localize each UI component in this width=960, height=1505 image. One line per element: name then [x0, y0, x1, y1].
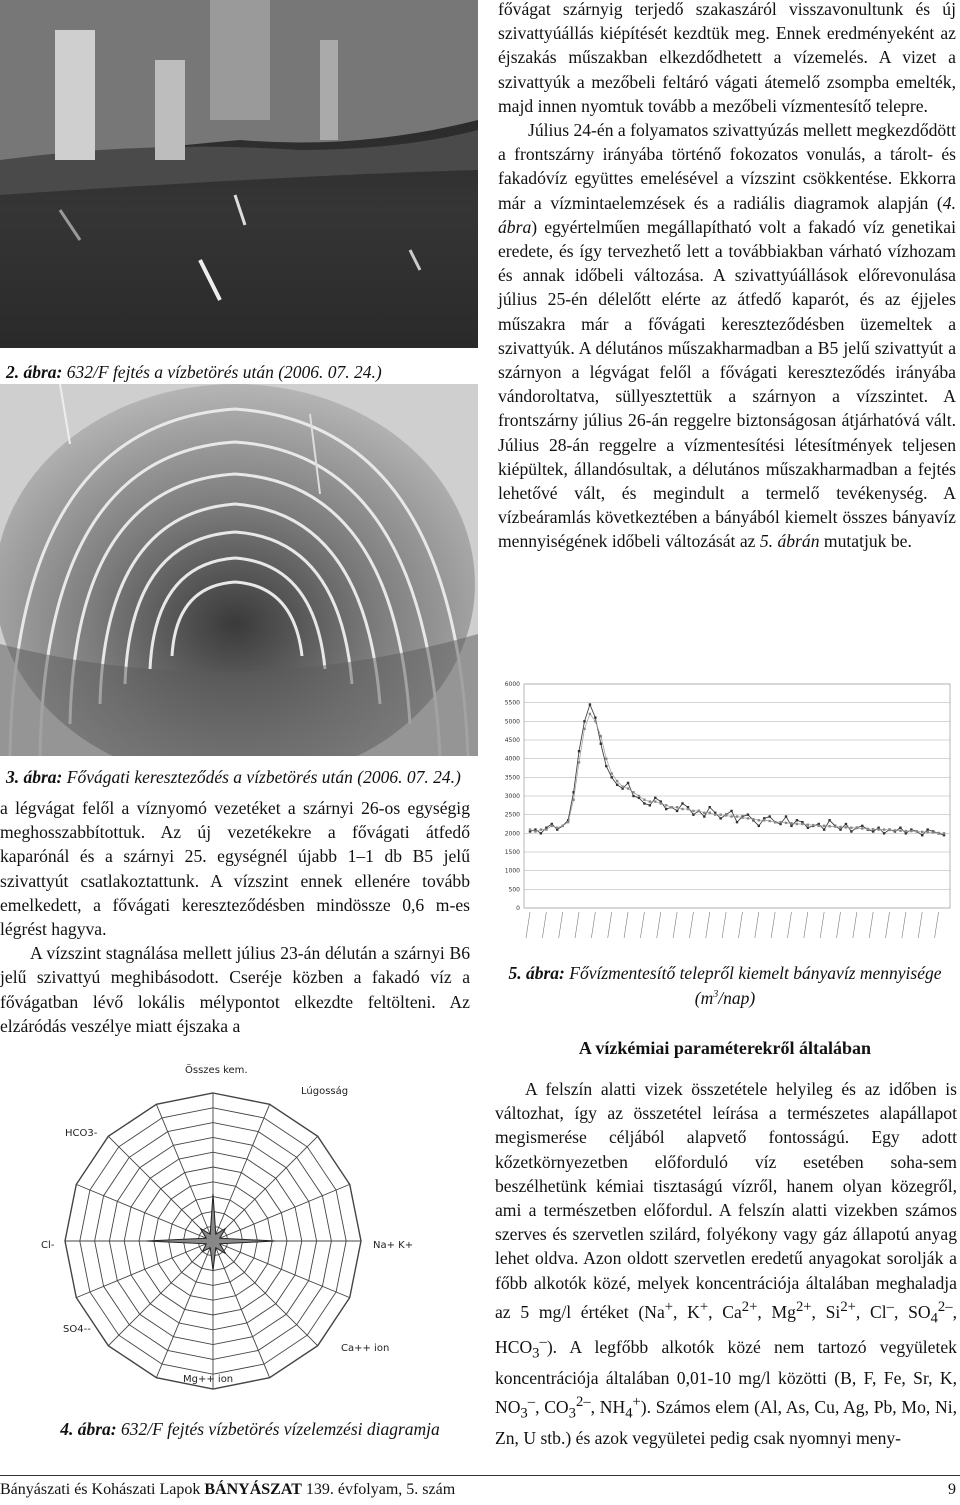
x-tick-mark [608, 912, 612, 938]
data-point [899, 830, 901, 832]
data-point [774, 821, 776, 823]
data-point [796, 819, 798, 821]
data-point [719, 817, 721, 819]
data-point [643, 802, 645, 804]
data-point [600, 743, 602, 745]
footer-rule [0, 1475, 960, 1476]
figure-3-caption [6, 766, 476, 788]
data-point [926, 828, 928, 830]
y-tick-label: 2500 [504, 811, 520, 819]
data-point [741, 816, 743, 818]
section-text [495, 1077, 957, 1450]
data-point [589, 713, 591, 715]
data-point [567, 821, 569, 823]
data-point [790, 822, 792, 824]
axis-label: Ca++ ion [341, 1343, 390, 1354]
grid-spoke [76, 1241, 213, 1298]
data-point [709, 812, 711, 814]
paragraph: A felszín alatti vizek összetétele helyileg és az időben is változhat, így az összetétel leírása a természetes alapállapot megismerése céljából alapvető fontosságú. Egy adott kőzetkörnyezetben előforduló víz esetében soha-sem beszélhetünk kémiai tisztaságú vízről, hanem olyan közegről, ami a természetben előfordul. A felszín alatti vizekben számos szerves és szervetlen szilárd, folyékony vagy gáz állapotú anyag lehet oldva. Azon oldott szervetlen eredetű anyagokat sorolják a főbb alkotók közé, melyek koncentrációja általában meghaladja az 5 mg/l értéket (Na+, K+, $Ca^{2+}$, $Mg^{2+}$, $Si^{2+}$, Cl–, $SO_4^{2-}$, $HCO_3^-$). A legfőbb alkotók közé nem tartozó vegyületek koncentrációja általában 0,01-10 mg/l közötti (B, F, Fe, Sr, K, $NO_3^-$, $CO_3^{2-}$, $NH_4^+$). Számos elem (Al, As, Cu, Ag, Pb, Mo, Ni, Zn, U stb.) és azok vegyületei pedig csak nyomnyi meny- [495, 1079, 957, 1448]
section-heading: A vízkémiai paraméterekről általában [578, 1038, 872, 1058]
data-point [850, 830, 852, 832]
data-point [768, 815, 770, 817]
x-tick-mark [787, 912, 791, 938]
data-point [611, 776, 613, 778]
photo-gallery-crossing [0, 384, 478, 756]
figure-4-caption [30, 1418, 470, 1440]
data-point [665, 808, 667, 810]
paragraph: Július 24-én a folyamatos szivattyúzás mellett megkezdődött a frontszárny irányába történő fokozatos vonulás, a tárolt- és fakadóvíz együttes emelésével a vízszint csökkentése. Ekkorra már a vízmintaelemzések és a radiális diagramok alapján (4. ábra) egyértelműen megállapítható volt a fakadó víz genetikai eredete, és így tervezhető lett a továbbiakban várható vízhozam és annak időbeli változása. A szivattyúállások előrevonulása július 25-én délelőtt elérte az átfedő kaparót, és az éjjeles műszakra már a fővágati kereszteződésben üzemeltek a szivattyúk. A délutános műszakharmadban a B5 jelű szivattyút a szárnyon a légvágat felől a fővágati kereszteződés irányába vándoroltatva, süllyesztettük a szárnyon a vízszintet. A frontszárny július 26-án reggelre biztonságosan átjárhatóvá vált. Július 28-án reggelre a vízmentesítési létesítmények teljesen kiépültek, állandósultak, a délutános műszakharmadban a fejtés lehetővé vált, és megindult a termelő tevékenység. A vízbeáramlás következtében a bányából kiemelt összes bányavíz mennyiségének időbeli változását az 5. ábrán mutatjuk be. [498, 120, 957, 552]
data-point [921, 831, 923, 833]
data-point [730, 810, 732, 812]
grid-spoke [76, 1184, 213, 1241]
data-point [578, 750, 580, 752]
right-column-text [498, 0, 956, 554]
data-point [883, 832, 885, 834]
data-point [627, 787, 629, 789]
data-point [709, 806, 711, 808]
data-point [850, 827, 852, 829]
data-point [828, 825, 830, 827]
data-point [605, 757, 607, 759]
figure-5-caption [492, 962, 958, 1009]
data-point [621, 785, 623, 787]
left-column-text [0, 796, 470, 1038]
data-point [812, 824, 814, 826]
x-tick-mark [935, 912, 939, 938]
data-point [600, 735, 602, 737]
data-point [616, 780, 618, 782]
grid-spoke [156, 1104, 213, 1241]
data-point [665, 804, 667, 806]
x-tick-mark [837, 912, 841, 938]
data-point [632, 791, 634, 793]
data-point [583, 728, 585, 730]
data-point [540, 828, 542, 830]
axis-label: Összes kem. [185, 1065, 248, 1076]
y-tick-label: 3000 [504, 793, 520, 800]
data-point [894, 829, 896, 831]
data-point [611, 772, 613, 774]
grid-spoke [108, 1136, 213, 1241]
data-point [905, 830, 907, 832]
footer-publication: Bányászati és Kohászati Lapok BÁNYÁSZAT 139. évfolyam, 5. szám [0, 1481, 456, 1498]
axis-label: SO4-- [63, 1324, 91, 1335]
data-point [752, 818, 754, 820]
grid-spoke [213, 1241, 270, 1378]
data-point [670, 806, 672, 808]
figure-5-label: 5. ábra: [508, 963, 565, 983]
water-volume-chart [492, 676, 958, 954]
data-point [943, 832, 945, 834]
data-point [916, 830, 918, 832]
photo-flooded-face [0, 0, 478, 348]
data-point [736, 815, 738, 817]
data-point [638, 795, 640, 797]
data-point [867, 828, 869, 830]
data-point [834, 825, 836, 827]
data-point [926, 831, 928, 833]
data-point [758, 825, 760, 827]
x-tick-mark [902, 912, 906, 938]
data-point [807, 827, 809, 829]
data-point [714, 813, 716, 815]
figure-2-caption [6, 361, 476, 383]
figure-5-unit: $(m^3/nap)$ [694, 987, 756, 1008]
figure-3-label: 3. ábra: [6, 767, 63, 787]
data-point [578, 761, 580, 763]
data-point [725, 814, 727, 816]
figure-2-label: 2. ábra: [6, 362, 63, 382]
x-tick-mark [689, 912, 693, 938]
data-point [681, 802, 683, 804]
axis-label: HCO3- [65, 1128, 98, 1139]
data-point [785, 822, 787, 824]
grid-spoke [108, 1241, 213, 1346]
data-point [632, 795, 634, 797]
figure-2-text: 632/F fejtés a vízbetörés után (2006. 07. 24.) [66, 362, 382, 382]
x-tick-mark [542, 912, 546, 938]
data-point [872, 828, 874, 830]
x-tick-mark [640, 912, 644, 938]
data-point [594, 720, 596, 722]
data-point [698, 810, 700, 812]
grid-spoke [213, 1104, 270, 1241]
data-point [845, 823, 847, 825]
data-point [828, 819, 830, 821]
grid-spoke [156, 1241, 213, 1378]
paragraph: fővágat szárnyig terjedő szakaszáról visszavonultunk és új szivattyúállás kiépítését kezdtük meg. Ennek eredményeként az éjszakás műszakban elkezdődhetett a vízemelés. A vizet a szivattyúk a mezőbeli feltáró vágati átemelő zsompba emelték, majd innen nyomtuk tovább a mezőbeli vízmentesítő telepre. [498, 0, 956, 116]
grid-spoke [213, 1241, 350, 1298]
data-point [905, 832, 907, 834]
x-tick-mark [624, 912, 628, 938]
grid-spoke [213, 1241, 318, 1346]
data-point [845, 826, 847, 828]
data-point [839, 826, 841, 828]
data-point [643, 799, 645, 801]
data-point [616, 784, 618, 786]
y-tick-label: 1500 [504, 849, 520, 856]
x-tick-mark [918, 912, 922, 938]
y-tick-label: 5500 [504, 699, 520, 707]
x-tick-mark [804, 912, 808, 938]
data-point [883, 828, 885, 830]
figure-3-text: Fővágati kereszteződés a vízbetörés után (2006. 07. 24.) [66, 767, 461, 787]
y-tick-label: 4000 [504, 755, 520, 763]
axis-label: Na+ K+ [373, 1240, 414, 1251]
data-point [937, 832, 939, 834]
data-point [888, 829, 890, 831]
x-tick-mark [722, 912, 726, 938]
data-point [719, 813, 721, 815]
data-point [654, 797, 656, 799]
data-point [534, 830, 536, 832]
data-point [768, 820, 770, 822]
data-point [589, 703, 591, 705]
ion-list: (Na+, K+, $Ca^{2+}$, $Mg^{2+}$, $Si^{2+}$, Cl–, $SO_4^{2-}$, $HCO_3^-$). [495, 1298, 957, 1362]
figure-4-text: 632/F fejtés vízbetörés vízelemzési diagramja [120, 1419, 440, 1439]
data-point [861, 825, 863, 827]
x-tick-mark [771, 912, 775, 938]
data-point [692, 810, 694, 812]
y-tick-label: 0 [516, 905, 520, 912]
data-point [649, 800, 651, 802]
x-tick-mark [886, 912, 890, 938]
data-point [763, 819, 765, 821]
data-point [660, 802, 662, 804]
paragraph: a légvágat felől a víznyomó vezetéket a szárnyi 26-os egységig meghosszabbítottuk. Az új vezetékekre a fővágati átfedő kaparónál és a szárnyi 25. egységnél újabb 1–1 db B5 jelű szivattyút csatlakoztattunk. A vízszint ennek ellenére tovább emelkedett, a fővágati kereszteződésben mindössze 0,6 m-es légrést hagyva. [0, 798, 470, 940]
data-point [801, 823, 803, 825]
x-tick-mark [738, 912, 742, 938]
data-point [649, 804, 651, 806]
data-point [730, 815, 732, 817]
y-tick-label: 5000 [504, 718, 520, 726]
data-point [877, 828, 879, 830]
data-point [583, 720, 585, 722]
axis-label: Lúgosság [301, 1086, 349, 1097]
data-point [785, 815, 787, 817]
radial-diagram [38, 1056, 458, 1406]
x-tick-mark [657, 912, 661, 938]
y-tick-label: 500 [508, 886, 520, 894]
data-point [605, 765, 607, 767]
grid-spoke [213, 1184, 350, 1241]
data-point [758, 819, 760, 821]
x-tick-mark [673, 912, 677, 938]
data-point [872, 830, 874, 832]
data-point [676, 806, 678, 808]
x-tick-mark [853, 912, 857, 938]
data-point [545, 828, 547, 830]
page-number: 9 [948, 1481, 956, 1498]
y-tick-label: 1000 [504, 867, 520, 875]
data-point [551, 825, 553, 827]
x-tick-mark [820, 912, 824, 938]
paragraph: A vízszint stagnálása mellett július 23-án délután a szárnyi B6 jelű szivattyú meghibásodott. Cseréje közben a fakadó víz a fővágatban lévő lokális mélypontot elkezdte feltölteni. Az elzáródás veszélye miatt éjszaka a [0, 943, 470, 1036]
data-point [681, 808, 683, 810]
data-point [676, 810, 678, 812]
x-tick-mark [559, 912, 563, 938]
data-point [654, 800, 656, 802]
data-point [703, 812, 705, 814]
figure-4-label: 4. ábra: [60, 1419, 117, 1439]
data-point [556, 827, 558, 829]
y-tick-label: 4500 [504, 737, 520, 744]
data-point [747, 813, 749, 815]
data-point [687, 808, 689, 810]
y-tick-label: 2000 [504, 830, 520, 838]
data-point [861, 827, 863, 829]
data-point [921, 834, 923, 836]
y-tick-label: 3500 [504, 774, 520, 782]
data-point [839, 828, 841, 830]
data-point [818, 825, 820, 827]
data-point [779, 821, 781, 823]
data-point [807, 824, 809, 826]
data-point [856, 827, 858, 829]
data-point [796, 823, 798, 825]
data-point [627, 782, 629, 784]
data-point [747, 817, 749, 819]
data-point [823, 828, 825, 830]
x-tick-mark [755, 912, 759, 938]
axis-label: Mg++ ion [183, 1374, 234, 1385]
data-point [932, 831, 934, 833]
grid-spoke [213, 1136, 318, 1241]
data-point [899, 827, 901, 829]
data-point [572, 799, 574, 801]
y-tick-label: 6000 [504, 681, 520, 688]
data-point [692, 813, 694, 815]
axis-label: Cl- [41, 1240, 55, 1251]
x-tick-mark [706, 912, 710, 938]
x-tick-mark [591, 912, 595, 938]
data-point [540, 832, 542, 834]
data-point [790, 825, 792, 827]
data-point [703, 815, 705, 817]
data-point [561, 825, 563, 827]
x-tick-mark [526, 912, 530, 938]
x-tick-mark [575, 912, 579, 938]
data-point [736, 821, 738, 823]
data-point [823, 825, 825, 827]
figure-5-text: Fővízmentesítő telepről kiemelt bányavíz mennyisége [569, 963, 942, 983]
x-tick-mark [869, 912, 873, 938]
data-point [594, 716, 596, 718]
data-point [529, 828, 531, 830]
data-point [910, 830, 912, 832]
